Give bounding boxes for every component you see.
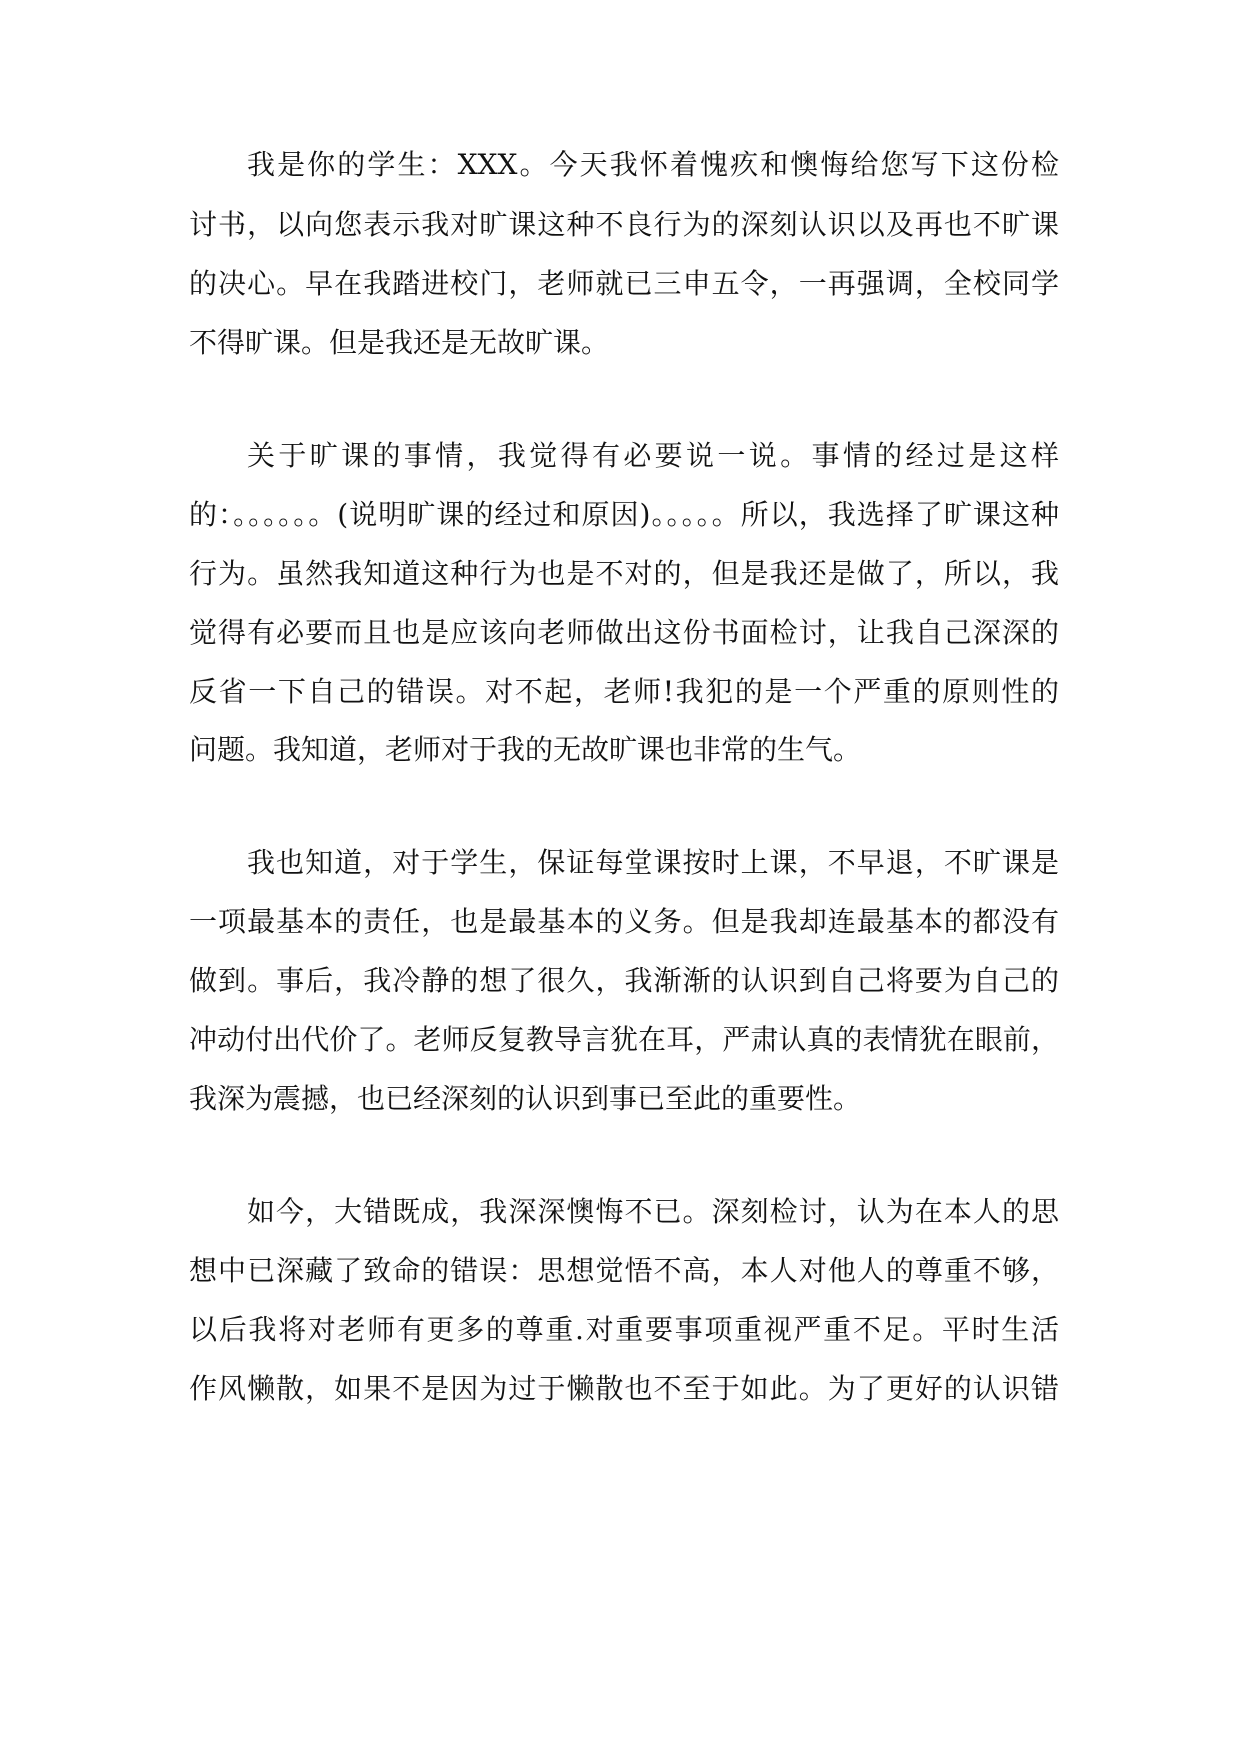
- paragraph-4-line-1: 如今，大错既成，我深深懊悔不已。深刻检讨，认为在本人的思: [247, 1195, 1059, 1228]
- paragraph-3-line-1: 我也知道，对于学生，保证每堂课按时上课，不早退，不旷课是: [247, 846, 1059, 879]
- paragraph-4-line-3: 以后我将对老师有更多的尊重.对重要事项重视严重不足。平时生活: [189, 1313, 1059, 1346]
- paragraph-2-line-5: 反省一下自己的错误。对不起，老师!我犯的是一个严重的原则性的: [189, 675, 1059, 708]
- paragraph-3-line-2: 一项最基本的责任，也是最基本的义务。但是我却连最基本的都没有: [189, 905, 1059, 938]
- paragraph-2-line-4: 觉得有必要而且也是应该向老师做出这份书面检讨，让我自己深深的: [189, 616, 1059, 649]
- paragraph-2-line-2: 的：。。。。。。(说明旷课的经过和原因)。。。。。所以，我选择了旷课这种: [189, 498, 1059, 531]
- paragraph-1-line-3: 的决心。早在我踏进校门，老师就已三申五令，一再强调，全校同学: [189, 267, 1059, 300]
- paragraph-4-line-4: 作风懒散，如果不是因为过于懒散也不至于如此。为了更好的认识错: [189, 1372, 1059, 1405]
- paragraph-2-line-1: 关于旷课的事情，我觉得有必要说一说。事情的经过是这样: [247, 439, 1059, 472]
- paragraph-3-line-5: 我深为震撼，也已经深刻的认识到事已至此的重要性。: [189, 1082, 862, 1115]
- paragraph-1-line-1: 我是你的学生：XXX。今天我怀着愧疚和懊悔给您写下这份检: [247, 148, 1059, 181]
- paragraph-3-line-4: 冲动付出代价了。老师反复教导言犹在耳，严肃认真的表情犹在眼前，: [189, 1023, 1059, 1056]
- paragraph-2-line-6: 问题。我知道，老师对于我的无故旷课也非常的生气。: [189, 733, 862, 766]
- paragraph-4-line-2: 想中已深藏了致命的错误：思想觉悟不高，本人对他人的尊重不够，: [189, 1254, 1059, 1287]
- paragraph-1-line-4: 不得旷课。但是我还是无故旷课。: [189, 326, 610, 359]
- paragraph-1-line-2: 讨书，以向您表示我对旷课这种不良行为的深刻认识以及再也不旷课: [189, 208, 1059, 241]
- paragraph-3-line-3: 做到。事后，我冷静的想了很久，我渐渐的认识到自己将要为自己的: [189, 964, 1059, 997]
- paragraph-2-line-3: 行为。虽然我知道这种行为也是不对的，但是我还是做了，所以，我: [189, 557, 1059, 590]
